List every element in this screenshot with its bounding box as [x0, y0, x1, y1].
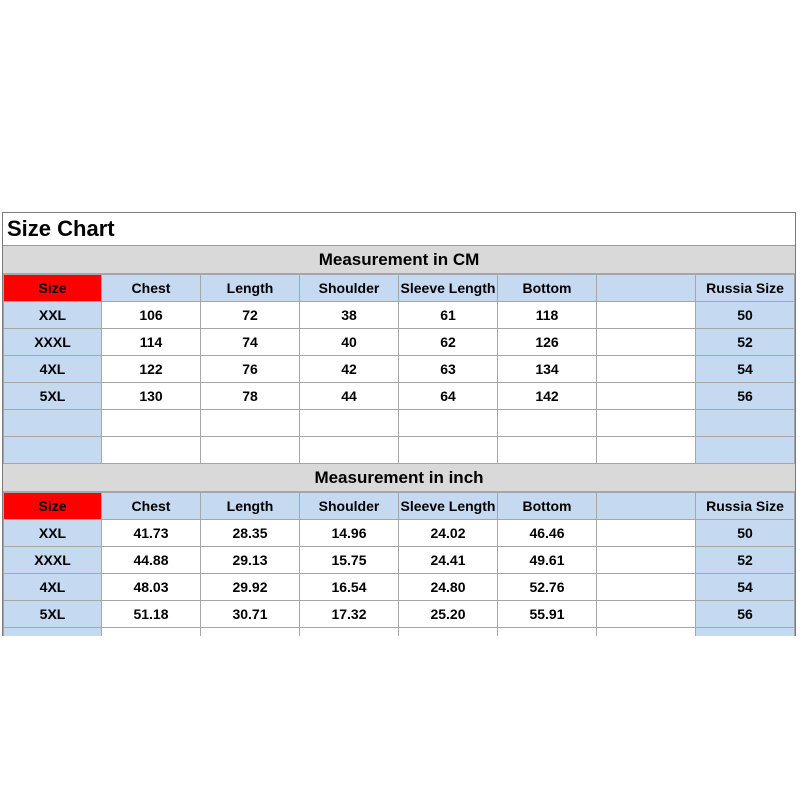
bottom-cell: 142 [498, 383, 597, 410]
russia-size-cell: 54 [696, 356, 795, 383]
chest-cell: 48.03 [102, 574, 201, 601]
empty-cell [597, 356, 696, 383]
russia-size-cell: 52 [696, 329, 795, 356]
empty-cell [597, 410, 696, 437]
table-row [4, 356, 795, 383]
size-cell: 5XL [4, 383, 102, 410]
russia-size-cell: 56 [696, 601, 795, 628]
length-cell: 72 [201, 302, 300, 329]
sleeve-length-cell: 61 [399, 302, 498, 329]
inch-table [3, 492, 795, 636]
empty-size-cell [4, 410, 102, 437]
sleeve-length-header-cell: Sleeve Length [399, 493, 498, 520]
size-cell: XXXL [4, 547, 102, 574]
empty-size-cell [4, 628, 102, 637]
russia-size-cell: 50 [696, 520, 795, 547]
empty-cell [597, 601, 696, 628]
empty-cell [597, 437, 696, 464]
bottom-cell: 52.76 [498, 574, 597, 601]
empty-row [4, 628, 795, 637]
sleeve-length-cell: 24.80 [399, 574, 498, 601]
shoulder-cell: 42 [300, 356, 399, 383]
sleeve-length-cell: 25.20 [399, 601, 498, 628]
inch-section-heading: Measurement in inch [3, 464, 795, 492]
shoulder-cell: 38 [300, 302, 399, 329]
russia-size-cell: 54 [696, 574, 795, 601]
empty-cell [201, 628, 300, 637]
empty-cell [102, 410, 201, 437]
length-header-cell: Length [201, 493, 300, 520]
length-cell: 29.13 [201, 547, 300, 574]
bottom-cell: 49.61 [498, 547, 597, 574]
bottom-header-cell: Bottom [498, 493, 597, 520]
empty-cell [399, 628, 498, 637]
empty-cell [300, 437, 399, 464]
length-cell: 74 [201, 329, 300, 356]
empty-cell [498, 410, 597, 437]
size-cell: XXL [4, 302, 102, 329]
table-row [4, 329, 795, 356]
empty-cell [597, 628, 696, 637]
empty-cell [300, 628, 399, 637]
empty-cell [597, 329, 696, 356]
sleeve-length-cell: 63 [399, 356, 498, 383]
shoulder-cell: 15.75 [300, 547, 399, 574]
table-row [4, 520, 795, 547]
russia-size-header-cell: Russia Size [696, 275, 795, 302]
russia-size-header-cell: Russia Size [696, 493, 795, 520]
empty-cell [597, 520, 696, 547]
empty-cell [597, 383, 696, 410]
length-cell: 28.35 [201, 520, 300, 547]
size-chart-sheet [2, 212, 796, 636]
empty-cell [597, 547, 696, 574]
chest-cell: 44.88 [102, 547, 201, 574]
empty-cell [498, 437, 597, 464]
sleeve-length-cell: 24.02 [399, 520, 498, 547]
size-header-cell: Size [4, 493, 102, 520]
size-cell: 4XL [4, 356, 102, 383]
empty-row [4, 410, 795, 437]
bottom-cell: 46.46 [498, 520, 597, 547]
empty-header-cell [597, 493, 696, 520]
table-row [4, 547, 795, 574]
empty-header-cell [597, 275, 696, 302]
russia-size-cell: 56 [696, 383, 795, 410]
empty-cell [102, 628, 201, 637]
chest-cell: 114 [102, 329, 201, 356]
empty-cell [498, 628, 597, 637]
size-chart-title: Size Chart [3, 213, 795, 246]
sleeve-length-cell: 64 [399, 383, 498, 410]
chest-header-cell: Chest [102, 275, 201, 302]
bottom-cell: 118 [498, 302, 597, 329]
empty-cell [597, 302, 696, 329]
shoulder-cell: 17.32 [300, 601, 399, 628]
bottom-header-cell: Bottom [498, 275, 597, 302]
empty-size-cell [4, 437, 102, 464]
empty-russia-cell [696, 410, 795, 437]
size-cell: XXXL [4, 329, 102, 356]
cm-section-heading: Measurement in CM [3, 246, 795, 274]
table-row [4, 383, 795, 410]
empty-russia-cell [696, 437, 795, 464]
sleeve-length-cell: 24.41 [399, 547, 498, 574]
inch-header-row [4, 493, 795, 520]
size-cell: 5XL [4, 601, 102, 628]
length-header-cell: Length [201, 275, 300, 302]
russia-size-cell: 50 [696, 302, 795, 329]
empty-cell [300, 410, 399, 437]
chest-cell: 41.73 [102, 520, 201, 547]
cm-table [3, 274, 795, 464]
empty-cell [399, 437, 498, 464]
length-cell: 29.92 [201, 574, 300, 601]
bottom-cell: 55.91 [498, 601, 597, 628]
length-cell: 30.71 [201, 601, 300, 628]
table-row [4, 601, 795, 628]
empty-russia-cell [696, 628, 795, 637]
length-cell: 76 [201, 356, 300, 383]
sleeve-length-header-cell: Sleeve Length [399, 275, 498, 302]
table-row [4, 574, 795, 601]
russia-size-cell: 52 [696, 547, 795, 574]
size-header-cell: Size [4, 275, 102, 302]
shoulder-header-cell: Shoulder [300, 275, 399, 302]
table-row [4, 302, 795, 329]
shoulder-header-cell: Shoulder [300, 493, 399, 520]
empty-cell [201, 410, 300, 437]
chest-cell: 51.18 [102, 601, 201, 628]
size-cell: XXL [4, 520, 102, 547]
shoulder-cell: 14.96 [300, 520, 399, 547]
chest-cell: 122 [102, 356, 201, 383]
empty-cell [597, 574, 696, 601]
empty-cell [201, 437, 300, 464]
cm-header-row [4, 275, 795, 302]
chest-cell: 130 [102, 383, 201, 410]
shoulder-cell: 40 [300, 329, 399, 356]
size-cell: 4XL [4, 574, 102, 601]
shoulder-cell: 44 [300, 383, 399, 410]
chest-cell: 106 [102, 302, 201, 329]
chest-header-cell: Chest [102, 493, 201, 520]
empty-row [4, 437, 795, 464]
empty-cell [102, 437, 201, 464]
sleeve-length-cell: 62 [399, 329, 498, 356]
shoulder-cell: 16.54 [300, 574, 399, 601]
length-cell: 78 [201, 383, 300, 410]
bottom-cell: 134 [498, 356, 597, 383]
empty-cell [399, 410, 498, 437]
bottom-cell: 126 [498, 329, 597, 356]
